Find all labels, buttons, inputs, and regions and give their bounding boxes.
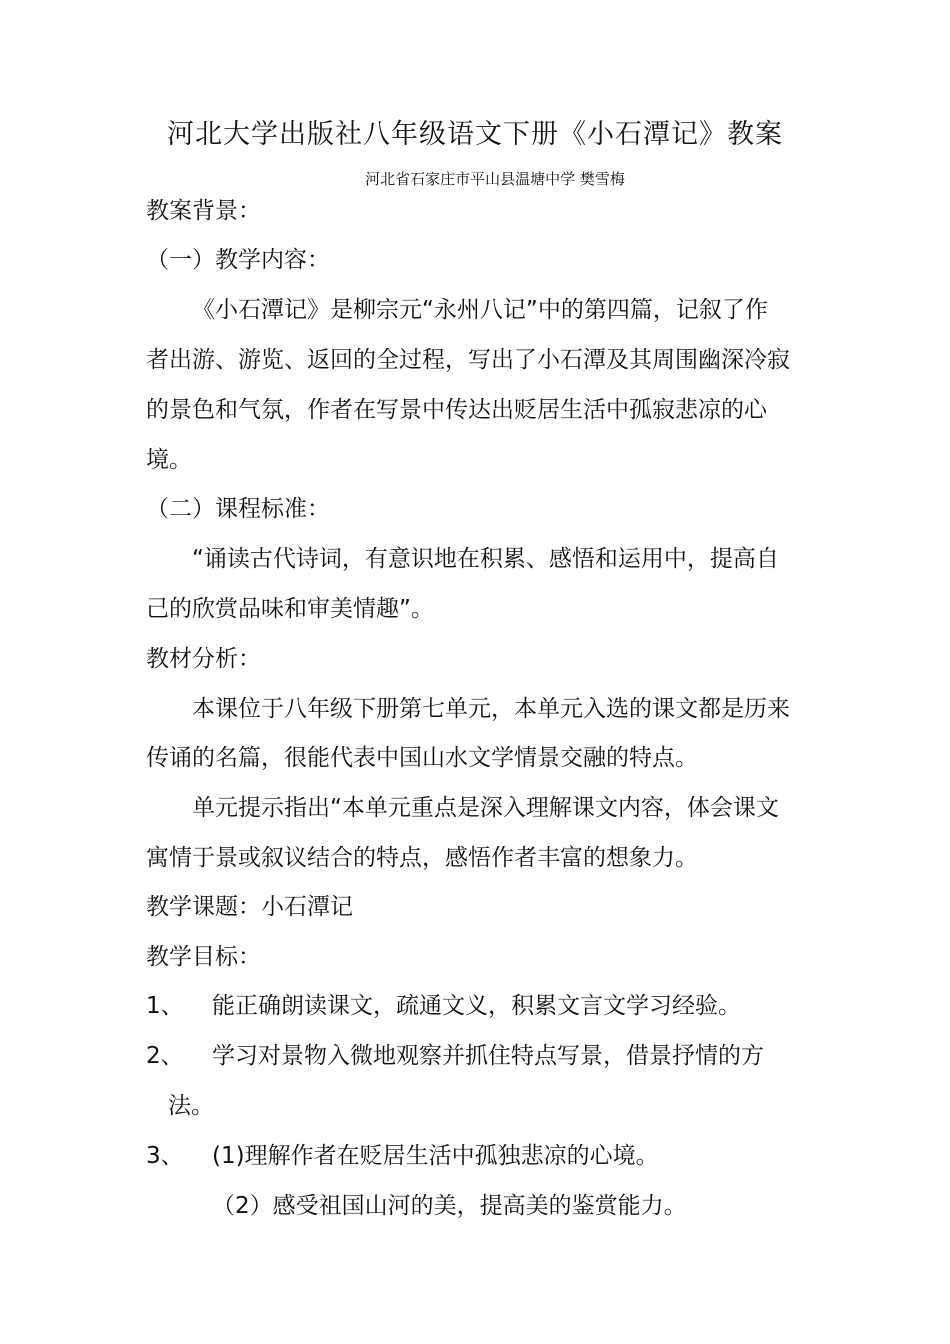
content-heading: （一）教学内容： — [146, 247, 330, 273]
paragraph-line: 己的欣赏品味和审美情趣”。 — [146, 596, 434, 622]
paragraph-line: 者出游、游览、返回的全过程，写出了小石潭及其周围幽深冷寂 — [146, 347, 790, 373]
paragraph-line: 的景色和气氛，作者在写景中传达出贬居生活中孤寂悲凉的心 — [146, 397, 767, 423]
goal-line: (1)理解作者在贬居生活中孤独悲凉的心境。 — [212, 1143, 659, 1169]
paragraph-line: “诵读古代诗词，有意识地在积累、感悟和运用中，提高自 — [192, 546, 779, 572]
goals-heading: 教学目标： — [146, 944, 261, 970]
goal-line: 法。 — [168, 1093, 214, 1119]
goal-number: 3、 — [146, 1143, 184, 1169]
paragraph-line: 《小石潭记》是柳宗元“永州八记”中的第四篇，记叙了作 — [192, 297, 768, 323]
paragraph-line: 寓情于景或叙议结合的特点，感悟作者丰富的想象力。 — [146, 845, 698, 871]
standard-heading: （二）课程标准： — [146, 496, 330, 522]
document-title: 河北大学出版社八年级语文下册《小石潭记》教案 — [167, 119, 783, 150]
paragraph-line: 本课位于八年级下册第七单元，本单元入选的课文都是历来 — [192, 696, 790, 722]
goal-line: 能正确朗读课文，疏通文义，积累文言文学习经验。 — [212, 993, 741, 1019]
goal-line: 学习对景物入微地观察并抓住特点写景，借景抒情的方 — [212, 1043, 764, 1069]
document-author: 河北省石家庄市平山县温塘中学 樊雪梅 — [365, 170, 625, 188]
goal-number: 2、 — [146, 1043, 184, 1069]
paragraph-line: 境。 — [146, 447, 192, 473]
topic-line: 教学课题：小石潭记 — [146, 894, 353, 920]
paragraph-line: 单元提示指出“本单元重点是深入理解课文内容，体会课文 — [192, 795, 779, 821]
goal-number: 1、 — [146, 993, 184, 1019]
background-heading: 教案背景： — [146, 198, 261, 224]
goal-line: （2）感受祖国山河的美，提高美的鉴赏能力。 — [212, 1193, 687, 1219]
analysis-heading: 教材分析： — [146, 646, 261, 672]
paragraph-line: 传诵的名篇，很能代表中国山水文学情景交融的特点。 — [146, 745, 698, 771]
